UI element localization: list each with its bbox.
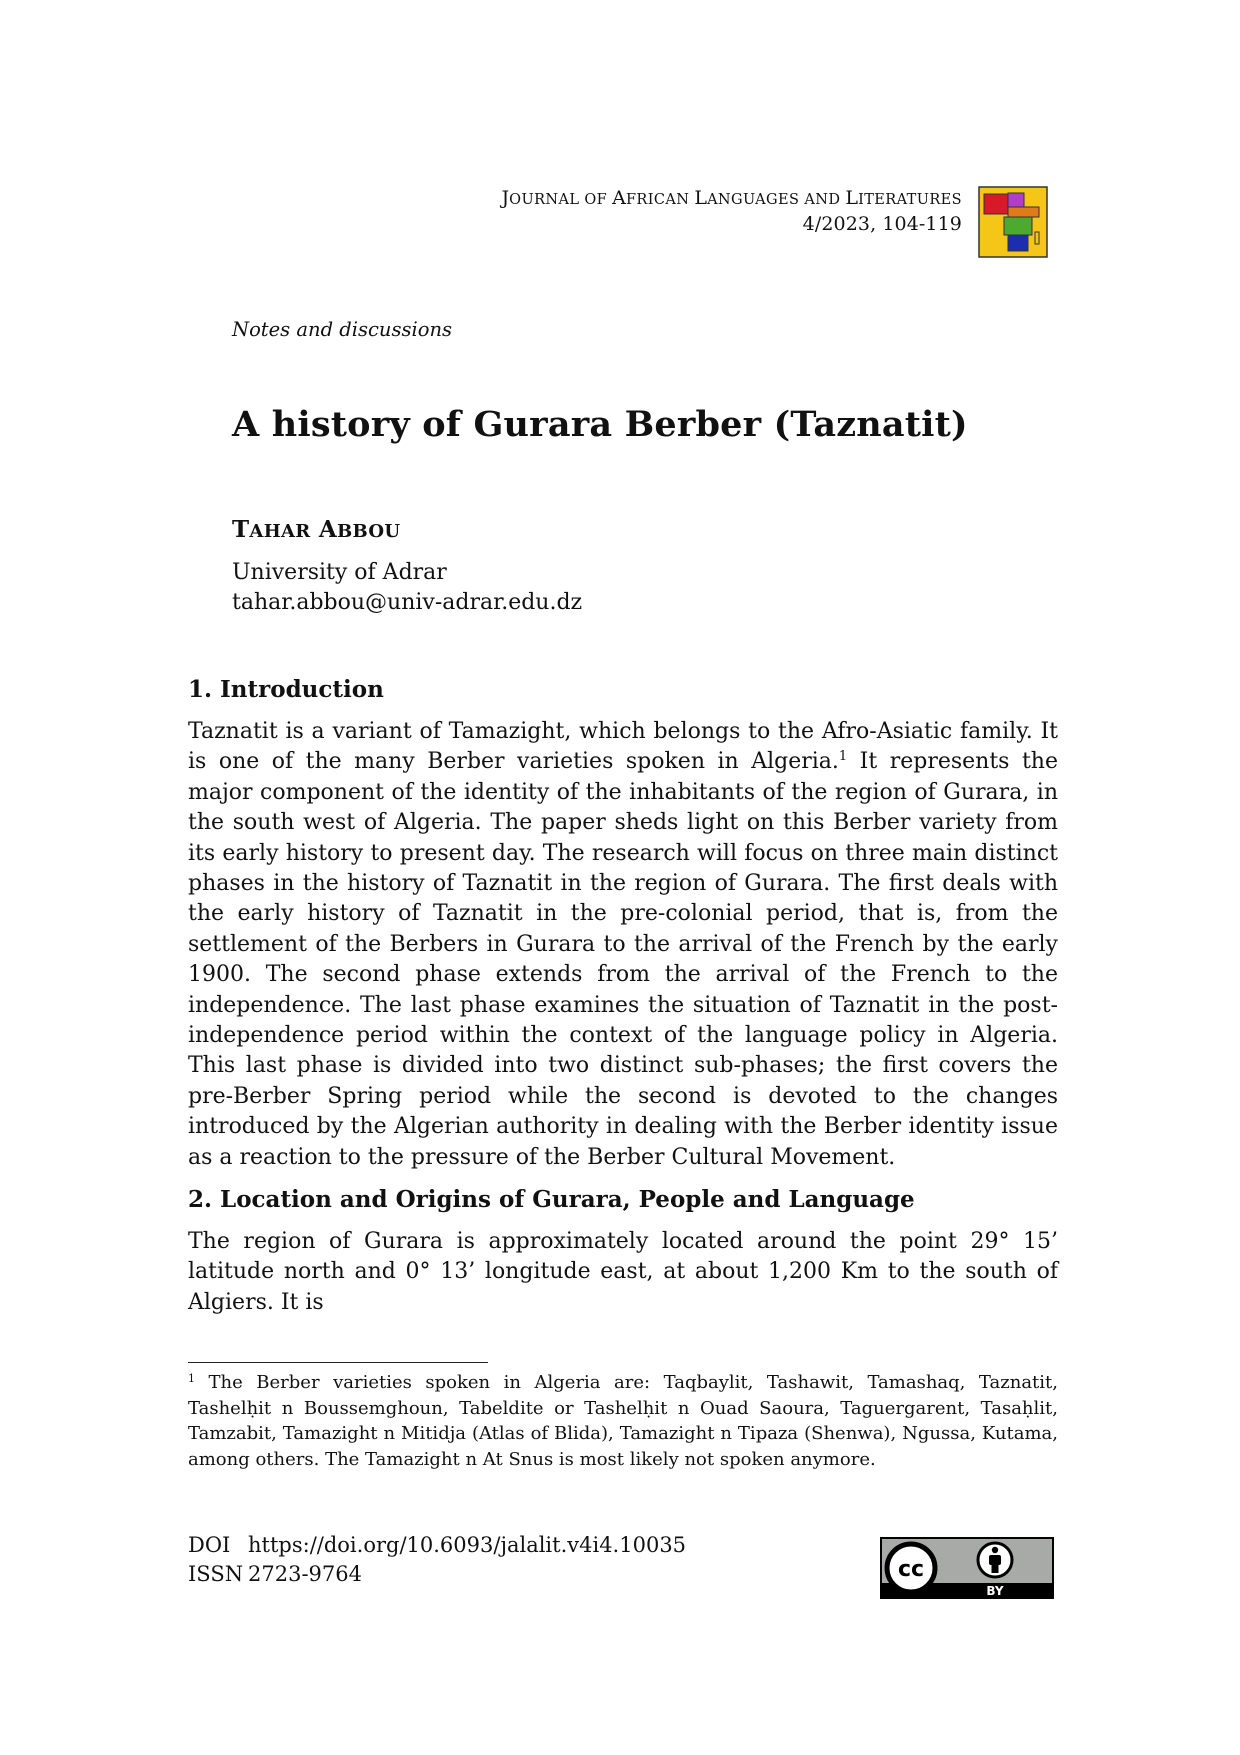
cc-label: cc xyxy=(897,1557,925,1582)
identifiers xyxy=(188,1531,686,1589)
cc-by-license-badge[interactable] xyxy=(880,1537,1054,1599)
journal-name: JOURNAL OF AFRICAN LANGUAGES AND LITERATURES xyxy=(501,187,962,209)
author-affiliation: University of Adrar xyxy=(232,560,447,585)
location-paragraph: The region of Gurara is approximately located around the point 29° 15’ latitude north and 0° 13’ longitude east, at about 1,200 Km to the south of Algiers. It is xyxy=(188,1229,1058,1315)
author-email: tahar.abbou@univ-adrar.edu.dz xyxy=(232,590,583,615)
footnote: $^1$ The Berber varieties spoken in Algeria are: Taqbaylit, Tashawit, Tamashaq, Taznatit, Tashelḥit n Boussemghoun, Tabeldite or Tashelḥit n Ouad Saoura, Taguergarent, Tasaḥlit, Tamzabit, Tamazight n Mitidja (Atlas of Blida), Tamazight n Tipaza (Shenwa), Ngussa, Kutama, among others. The Tamazight n At Snus is most likely not spoken anymore. xyxy=(188,1372,1058,1470)
footnote-mark: 1 xyxy=(188,1372,195,1385)
section-heading: 1. Introduction xyxy=(188,676,384,703)
section-introduction xyxy=(188,676,1058,1173)
journal-issue: 4/2023, 104-119 xyxy=(802,213,962,235)
journal-logo xyxy=(978,186,1048,258)
doi-link[interactable]: https://doi.org/10.6093/jalalit.v4i4.10035 xyxy=(248,1533,687,1557)
section-heading: 2. Location and Origins of Gurara, People and Language xyxy=(188,1186,915,1213)
intro-paragraph: Taznatit is a variant of Tamazight, which belongs to the Afro-Asiatic family. It is one of the many Berber varieties spoken in Algeria.$^1$ It represents the major component of the identity of the inhabitants of the region of Gurara, in the south west of Algeria. The paper sheds light on this Berber variety from its early history to present day. The research will focus on three main distinct phases in the history of Taznatit in the region of Gurara. The first deals with the early history of Taznatit in the pre-colonial period, that is, from the settlement of the Berbers in Gurara to the arrival of the French by the early 1900. The second phase extends from the arrival of the French to the independence. The last phase examines the situation of Taznatit in the post-independence period within the context of the language policy in Algeria. This last phase is divided into two distinct sub-phases; the first covers the pre-Berber Spring period while the second is devoted to the changes introduced by the Algerian authority in dealing with the Berber identity issue as a reaction to the pressure of the Berber Cultural Movement. xyxy=(188,719,1058,1170)
author-name: TAHAR ABBOU xyxy=(232,516,401,543)
paper-title: A history of Gurara Berber (Taznatit) xyxy=(232,404,968,445)
section-type: Notes and discussions xyxy=(232,318,453,341)
attribution-icon xyxy=(978,1543,1012,1577)
footnote-rule xyxy=(188,1362,488,1363)
footnote-ref[interactable]: 1 xyxy=(838,749,848,765)
by-label: BY xyxy=(986,1584,1004,1598)
doi-line: DOI https://doi.org/10.6093/jalalit.v4i4.10035 xyxy=(188,1533,687,1557)
section-location xyxy=(188,1186,1058,1318)
issn-line: ISSN 2723-9764 xyxy=(188,1562,362,1586)
author-info xyxy=(232,558,582,618)
journal-header xyxy=(402,186,962,236)
